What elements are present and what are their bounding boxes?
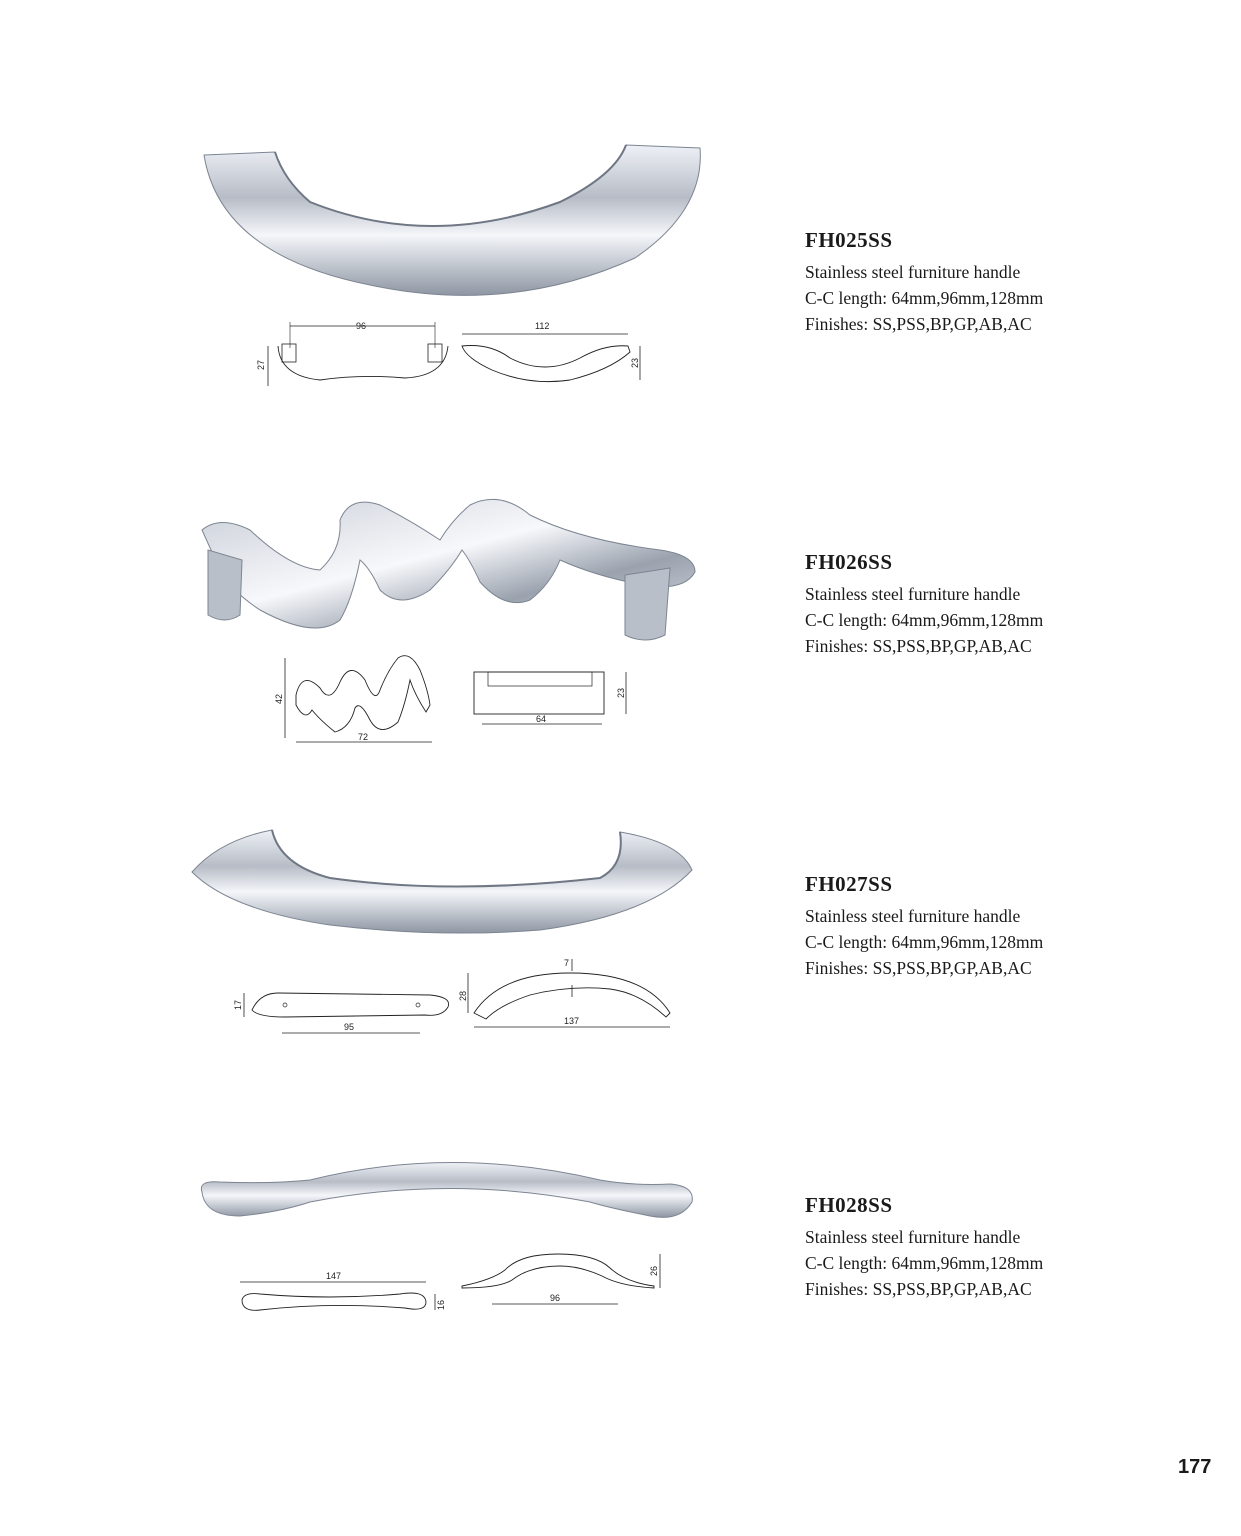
tech-drawing-fh027ss	[230, 955, 690, 1045]
dim-label: 72	[358, 732, 369, 742]
dim-label: 64	[536, 714, 547, 724]
product-info-fh027ss	[805, 872, 1205, 981]
dim-label: 137	[564, 1016, 580, 1026]
dim-label: 26	[649, 1265, 659, 1276]
product-cc-length: C-C length: 64mm,96mm,128mm	[805, 1253, 1044, 1273]
product-info-fh025ss	[805, 228, 1205, 337]
product-finishes: Finishes: SS,PSS,BP,GP,AB,AC	[805, 314, 1032, 334]
product-finishes: Finishes: SS,PSS,BP,GP,AB,AC	[805, 958, 1032, 978]
product-description: Stainless steel furniture handle	[805, 906, 1021, 926]
dim-label: 96	[356, 321, 367, 331]
product-description: Stainless steel furniture handle	[805, 584, 1021, 604]
page-number: 177	[1178, 1456, 1212, 1478]
dim-label: 28	[458, 990, 468, 1001]
product-code: FH026SS	[805, 550, 893, 574]
dim-label: 42	[274, 693, 284, 704]
tech-drawing-fh025ss	[230, 318, 690, 398]
product-code: FH025SS	[805, 228, 893, 252]
tech-drawing-fh028ss	[230, 1250, 690, 1330]
dim-label: 147	[326, 1271, 342, 1281]
handle-photo-fh025ss	[180, 140, 720, 300]
dim-label: 96	[550, 1293, 561, 1303]
product-finishes: Finishes: SS,PSS,BP,GP,AB,AC	[805, 636, 1032, 656]
product-description: Stainless steel furniture handle	[805, 1227, 1021, 1247]
dim-label: 23	[630, 357, 640, 368]
dim-label: 112	[535, 321, 550, 331]
handle-photo-fh027ss	[180, 820, 720, 950]
product-code: FH027SS	[805, 872, 893, 896]
product-description: Stainless steel furniture handle	[805, 262, 1021, 282]
dim-label: 17	[233, 999, 243, 1010]
dim-label: 27	[256, 359, 266, 370]
product-code: FH028SS	[805, 1193, 893, 1217]
dim-label: 95	[344, 1022, 355, 1032]
product-finishes: Finishes: SS,PSS,BP,GP,AB,AC	[805, 1279, 1032, 1299]
product-cc-length: C-C length: 64mm,96mm,128mm	[805, 610, 1044, 630]
handle-photo-fh028ss	[180, 1150, 720, 1230]
product-cc-length: C-C length: 64mm,96mm,128mm	[805, 932, 1044, 952]
product-info-fh028ss	[805, 1193, 1205, 1302]
dim-label: 23	[616, 687, 626, 698]
tech-drawing-fh026ss	[230, 650, 690, 750]
dim-label: 16	[436, 1299, 446, 1310]
product-info-fh026ss	[805, 550, 1205, 659]
product-cc-length: C-C length: 64mm,96mm,128mm	[805, 288, 1044, 308]
dim-label: 7	[564, 958, 570, 968]
handle-photo-fh026ss	[180, 490, 720, 650]
